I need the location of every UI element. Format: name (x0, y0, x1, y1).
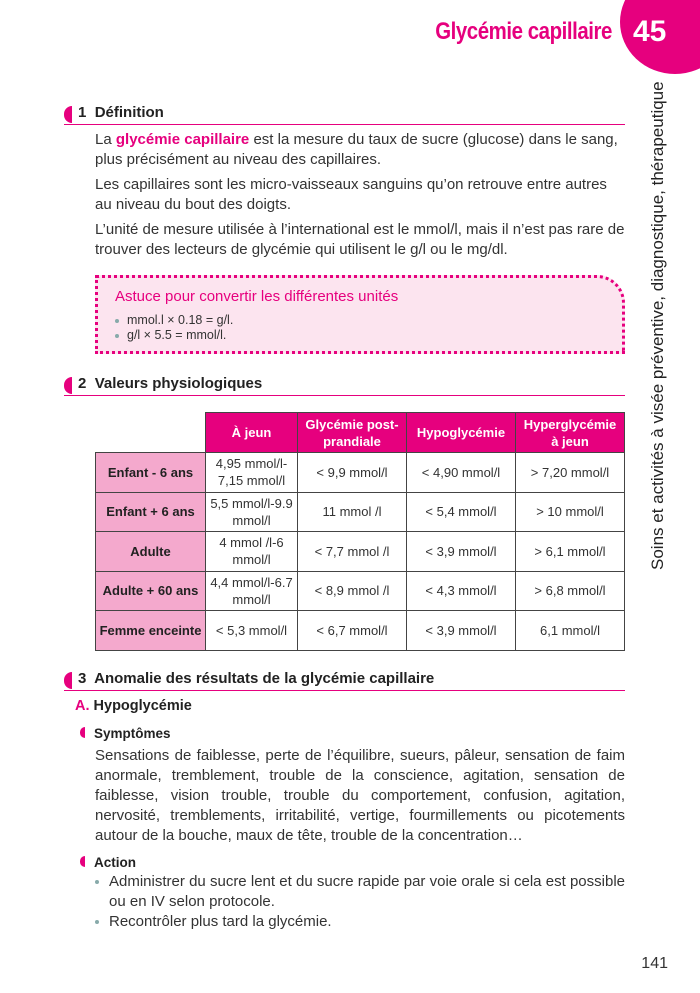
table-row (96, 571, 625, 611)
tip-text: g/l × 5.5 = mmol/l. (127, 328, 227, 342)
symptoms-heading (80, 725, 625, 743)
row-header: Enfant + 6 ans (96, 492, 206, 532)
table-row (96, 611, 625, 651)
row-header: Adulte + 60 ans (96, 571, 206, 611)
row-header: Adulte (96, 532, 206, 572)
section-number: 1 (78, 104, 87, 121)
text: est la mesure du taux de sucre (glucose) dans le sang, plus précisément au niveau des capillaires. (95, 131, 618, 168)
marker-icon (80, 727, 85, 738)
tip-item (115, 313, 605, 328)
units-paragraph: L’unité de mesure utilisée à l’international est le mmol/l, mais il n’est pas rare de trouver des lecteurs de glycémie qui utilisent le g/l ou le mg/dl. (95, 221, 625, 258)
definition-paragraph (95, 130, 625, 170)
table-cell: > 6,1 mmol/l (516, 532, 625, 572)
page-title: Glycémie capillaire (435, 18, 612, 45)
table-cell: > 10 mmol/l (516, 492, 625, 532)
table-cell: < 7,7 mmol /l (298, 532, 407, 572)
table-cell: < 5,3 mmol/l (206, 611, 298, 651)
bullet-icon (95, 880, 99, 884)
table-cell: < 3,9 mmol/l (407, 532, 516, 572)
highlight-term: glycémie capillaire (115, 131, 250, 148)
chapter-number: 45 (633, 15, 667, 48)
table-cell: 4 mmol /l-6 mmol/l (206, 532, 298, 572)
table-cell: > 6,8 mmol/l (516, 571, 625, 611)
subsection-heading (75, 697, 625, 715)
bullet-icon (115, 319, 119, 323)
section-heading-definition (64, 103, 625, 125)
marker-icon (80, 856, 85, 867)
main-column (64, 103, 625, 932)
section-heading-anomalies (64, 669, 625, 691)
section-title: Définition (94, 104, 164, 121)
table-cell: 4,4 mmol/l-6.7 mmol/l (206, 571, 298, 611)
table-row (96, 453, 625, 493)
page-number: 141 (641, 955, 668, 972)
table-cell: < 4,90 mmol/l (407, 453, 516, 493)
action-item (95, 912, 625, 932)
bullet-icon (95, 920, 99, 924)
table-cell: < 6,7 mmol/l (298, 611, 407, 651)
action-text: Recontrôler plus tard la glycémie. (109, 912, 332, 930)
action-text: Administrer du sucre lent et du sucre rapide par voie orale si cela est possible ou en IV selon protocole. (109, 872, 625, 910)
row-header: Enfant - 6 ans (96, 453, 206, 493)
tip-box (95, 275, 625, 354)
tip-item (115, 328, 605, 343)
table-row (96, 492, 625, 532)
column-header: Hypoglycémie (407, 413, 516, 453)
section-title: Valeurs physiologiques (94, 375, 263, 392)
section-marker-icon (64, 377, 72, 394)
table-cell: < 3,9 mmol/l (407, 611, 516, 651)
section-number: 3 (78, 669, 87, 687)
tip-title: Astuce pour convertir les différentes unités (115, 288, 399, 305)
subsection-letter: A. (75, 697, 90, 714)
subsection-title: Hypoglycémie (93, 697, 192, 714)
capillaries-paragraph: Les capillaires sont les micro-vaisseaux sanguins qu’on retrouve entre autres au niveau du bout des doigts. (95, 176, 607, 213)
row-header: Femme enceinte (96, 611, 206, 651)
side-title: Soins et activités à visée préventive, diagnostique, thérapeutique (648, 81, 667, 570)
column-header: Hyperglycémie à jeun (516, 413, 625, 453)
column-header: Glycémie post-prandiale (298, 413, 407, 453)
section-marker-icon (64, 672, 72, 689)
section-marker-icon (64, 106, 72, 123)
table-cell: < 5,4 mmol/l (407, 492, 516, 532)
section-heading-values (64, 374, 625, 396)
corner-cell (96, 413, 206, 453)
table-cell: 5,5 mmol/l-9.9 mmol/l (206, 492, 298, 532)
section-title: Anomalie des résultats de la glycémie capillaire (94, 669, 435, 687)
heading-text: Symptômes (94, 725, 171, 741)
symptoms-text: Sensations de faiblesse, perte de l’équilibre, sueurs, pâleur, sensation de faim anormale, tremblement, trouble de la conscience, agitation, sensation de faiblesse, vision trouble, trouble du comportement, confusion, agitation, nervosité, tremblements, irritabilité, vertige, fourmillements ou picotements autour de la bouche, maux de tête, trouble de la concentration… (95, 746, 625, 844)
tip-text: mmol.l × 0.18 = g/l. (127, 313, 234, 327)
heading-text: Action (94, 854, 136, 870)
table-cell: < 8,9 mmol /l (298, 571, 407, 611)
table-cell: > 7,20 mmol/l (516, 453, 625, 493)
values-table (95, 412, 625, 651)
column-header: À jeun (206, 413, 298, 453)
action-list (95, 872, 625, 932)
table-cell: < 9,9 mmol/l (298, 453, 407, 493)
action-heading (80, 854, 625, 872)
bullet-icon (115, 334, 119, 338)
text: La (95, 131, 116, 148)
table-cell: < 4,3 mmol/l (407, 571, 516, 611)
section-number: 2 (78, 375, 87, 392)
table-row (96, 532, 625, 572)
action-item (95, 872, 625, 912)
table-cell: 4,95 mmol/l-7,15 mmol/l (206, 453, 298, 493)
table-cell: 11 mmol /l (298, 492, 407, 532)
table-cell: 6,1 mmol/l (516, 611, 625, 651)
